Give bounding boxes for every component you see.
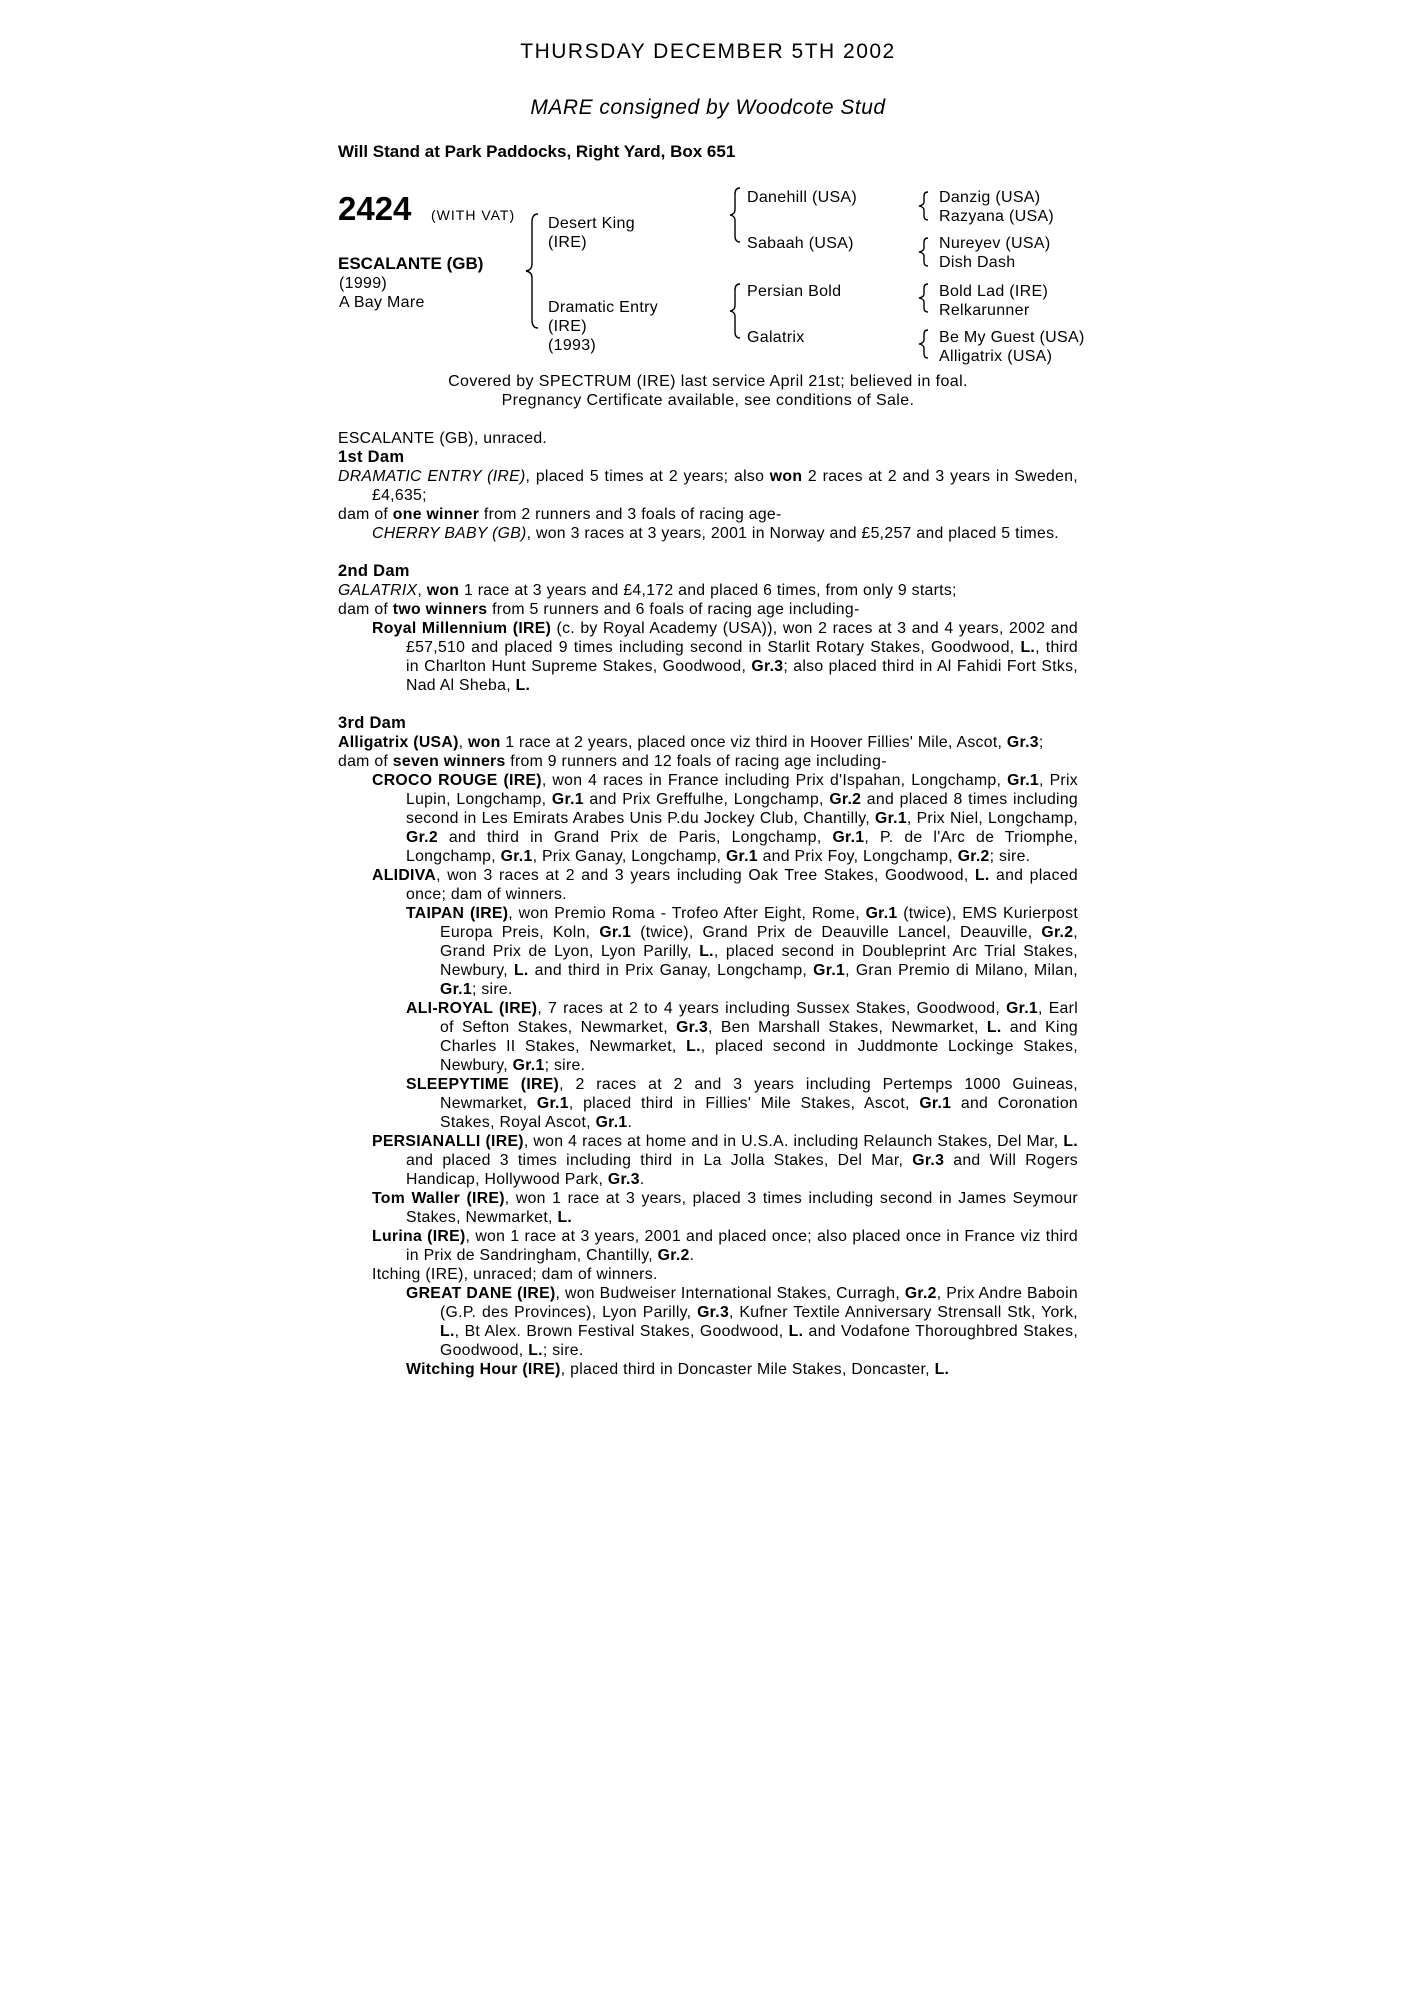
catalogue-paragraph [338,1284,1078,1360]
catalogue-paragraph [338,904,1078,999]
text-run: , won 3 races at 2 and 3 years including Oak Tree Stakes, Goodwood, [436,867,975,884]
catalogue-paragraph [338,866,1078,904]
text-run: and Vodafone Thoroughbred Stakes, Goodwood, [440,1323,1079,1359]
horse-description: A Bay Mare [339,294,425,311]
text-run: , 7 races at 2 to 4 years including Sussex Stakes, Goodwood, [537,1000,1007,1017]
pedigree-great-grandparent: Razyana (USA) [939,208,1055,225]
catalogue-paragraph [338,429,1078,448]
catalogue-paragraph [338,505,1078,524]
text-run: , 2 races at 2 and 3 years including Pertemps 1000 Guineas, Newmarket, [440,1076,1078,1112]
text-run: . [639,1171,645,1188]
text-run: from 9 runners and 12 foals of racing age including- [505,753,887,770]
bold-text: Gr.3 [607,1171,640,1188]
text-run: , [417,582,427,599]
text-run: ; sire. [542,1342,584,1359]
pedigree-brace-gg1 [917,190,931,222]
pedigree-great-grandparent: Relkarunner [939,302,1030,319]
pedigree-brace-dam [728,282,744,340]
catalogue-paragraph [338,1132,1078,1189]
catalogue-paragraph [338,999,1078,1075]
text-run: ; sire. [989,848,1031,865]
pedigree-dam-origin: (IRE) [548,318,587,335]
pedigree-brace-sire [728,186,744,244]
text-run: and Prix Foy, Longchamp, [757,848,958,865]
pedigree-sire [548,214,635,252]
text-run: , won 3 races at 3 years, 2001 in Norway and £5,257 and placed 5 times. [526,525,1059,542]
catalogue-paragraph [338,1189,1078,1227]
text-run: 1 race at 3 years and £4,172 and placed 6 times, from only 9 starts; [459,582,957,599]
text-run: , won Premio Roma - Trofeo After Eight, Rome, [508,905,866,922]
pedigree-sire-origin: (IRE) [548,234,587,251]
text-run: , placed third in Fillies' Mile Stakes, Ascot, [568,1095,920,1112]
pedigree-grandparent: Sabaah (USA) [747,235,854,252]
bold-text: Gr.1 [512,1057,545,1074]
dam-section-heading [338,562,1078,581]
bold-text: CROCO ROUGE (IRE) [372,772,542,789]
text-run: , placed 5 times at 2 years; also [525,468,770,485]
bold-text: L. [699,943,714,960]
catalogue-paragraph [338,581,1078,600]
text-run: from 5 runners and 6 foals of racing age including- [487,601,860,618]
text-run: 3rd Dam [338,714,407,732]
bold-text: Gr.3 [912,1152,945,1169]
bold-text: ALIDIVA [372,867,437,884]
bold-text: Royal Millennium (IRE) [372,620,552,637]
covered-line: Covered by SPECTRUM (IRE) last service April 21st; believed in foal. [448,373,968,390]
bold-text: Gr.3 [697,1304,730,1321]
pedigree-grandparent: Persian Bold [747,283,842,300]
pedigree-great-grandparent: Dish Dash [939,254,1016,271]
text-run: ; sire. [544,1057,586,1074]
catalogue-paragraph [338,752,1078,771]
bold-text: Gr.1 [440,981,472,998]
pedigree-great-grandparent: Bold Lad (IRE) [939,283,1049,300]
bold-text: Gr.1 [919,1095,952,1112]
catalogue-paragraph [338,733,1078,752]
pedigree-brace-gg2 [917,236,931,268]
bold-text: Gr.2 [904,1285,937,1302]
text-run: , P. de l'Arc de Triomphe, Longchamp, [406,829,1079,865]
pedigree-great-grandparent: Alligatrix (USA) [939,348,1053,365]
bold-text: L. [528,1342,543,1359]
bold-text: Gr.1 [1006,1000,1039,1017]
text-run: and placed 8 times including second in Les Emirats Arabes Unis P.du Jockey Club, Chantilly, [406,791,1079,827]
catalogue-paragraph [338,619,1078,695]
text-run: 2 races at 2 and 3 years in Sweden, £4,635; [372,468,1078,504]
bold-text: won [468,734,501,751]
catalogue-paragraph [338,1360,1078,1379]
dam-section-heading [338,448,1078,467]
bold-text: Gr.1 [551,791,584,808]
text-run: , third in Charlton Hunt Supreme Stakes, Goodwood, [406,639,1078,675]
italic-text: GALATRIX [338,582,418,599]
text-run: dam of [338,753,393,770]
bold-text: Lurina (IRE) [372,1228,466,1245]
horse-year: (1999) [339,275,388,292]
pedigree-great-grandparent: Be My Guest (USA) [939,329,1085,346]
bold-text: L. [986,1019,1002,1036]
pedigree-dam-name: Dramatic Entry [548,299,658,316]
text-run: , Prix Niel, Longchamp, [906,810,1078,827]
catalogue-text [338,429,1078,1379]
bold-text: won [769,468,803,485]
pedigree-great-grandparent: Danzig (USA) [939,189,1041,206]
text-run: (c. by Royal Academy (USA)), won 2 races at 3 and 4 years, 2002 and £57,510 and placed 9 times including second in Starlit Rotary Stakes, Goodwood, [406,620,1078,656]
pedigree-brace-gg4 [917,328,931,360]
bold-text: Gr.2 [957,848,990,865]
pregnancy-line: Pregnancy Certificate available, see conditions of Sale. [501,392,915,409]
bold-text: Gr.3 [676,1019,709,1036]
pedigree-grandparent: Galatrix [747,329,805,346]
bold-text: won [426,582,460,599]
pedigree-dam [548,298,658,355]
stand-location: Will Stand at Park Paddocks, Right Yard, Box 651 [338,142,736,161]
text-run: and King Charles II Stakes, Newmarket, [440,1019,1078,1055]
bold-text: Gr.1 [595,1114,628,1131]
pedigree-brace-gg3 [917,282,931,314]
text-run: ; [1038,734,1044,751]
bold-text: two winners [392,601,488,618]
bold-text: Gr.1 [1007,772,1040,789]
text-run: , won 1 race at 3 years, placed 3 times including second in James Seymour Stakes, Newmarket, [406,1190,1078,1226]
text-run: and Coronation Stakes, Royal Ascot, [440,1095,1078,1131]
bold-text: Gr.1 [500,848,533,865]
bold-text: seven winners [392,753,506,770]
catalogue-paragraph [338,524,1078,543]
bold-text: Gr.1 [599,924,632,941]
text-run: . [689,1247,695,1264]
bold-text: L. [513,962,529,979]
text-run: , Prix Andre Baboin (G.P. des Provinces), Lyon Parilly, [440,1285,1078,1321]
dam-section-heading [338,714,1078,733]
text-run: ; sire. [471,981,513,998]
consignment-line: MARE consigned by Woodcote Stud [530,96,886,119]
text-run: (twice), EMS Kurierpost Europa Preis, Koln, [440,905,1079,941]
catalogue-paragraph [338,1227,1078,1265]
bold-text: PERSIANALLI (IRE) [372,1133,524,1150]
text-run: and placed 3 times including third in La Jolla Stakes, Del Mar, [406,1152,913,1169]
text-run: , Bt Alex. Brown Festival Stakes, Goodwood, [454,1323,789,1340]
text-run: . [627,1114,633,1131]
text-run: , Kufner Textile Anniversary Strensall Stk, York, [729,1304,1078,1321]
bold-text: Gr.1 [813,962,846,979]
text-run: and Will Rogers Handicap, Hollywood Park, [406,1152,1078,1188]
lot-number: 2424 [338,190,412,227]
text-run: and third in Prix Ganay, Longchamp, [528,962,814,979]
pedigree-sire-name: Desert King [548,215,635,232]
text-run: , Prix Lupin, Longchamp, [406,772,1078,808]
text-run: and placed once; dam of winners. [406,867,1078,903]
text-run: , won 4 races in France including Prix d'Ispahan, Longchamp, [541,772,1008,789]
catalogue-paragraph [338,1265,1078,1284]
text-run: , Ben Marshall Stakes, Newmarket, [708,1019,987,1036]
bold-text: Gr.1 [865,905,898,922]
bold-text: GREAT DANE (IRE) [406,1285,556,1302]
bold-text: L. [686,1038,701,1055]
pedigree-brace-main [524,212,544,330]
catalogue-paragraph [338,1075,1078,1132]
bold-text: Gr.2 [657,1247,690,1264]
bold-text: L. [440,1323,455,1340]
pedigree-dam-year: (1993) [548,337,597,354]
text-run: dam of [338,601,393,618]
text-run: 1st Dam [338,448,405,466]
sale-date: THURSDAY DECEMBER 5TH 2002 [520,40,896,63]
catalogue-paragraph [338,600,1078,619]
bold-text: L. [557,1209,573,1226]
italic-text: CHERRY BABY (GB) [372,525,527,542]
bold-text: TAIPAN (IRE) [406,905,509,922]
text-run: 1 race at 2 years, placed once viz third in Hoover Fillies' Mile, Ascot, [500,734,1007,751]
text-run: (twice), Grand Prix de Deauville Lancel, Deauville, [631,924,1042,941]
covered-note [338,372,1078,410]
text-run: , won Budweiser International Stakes, Curragh, [555,1285,905,1302]
bold-text: SLEEPYTIME (IRE) [406,1076,560,1093]
bold-text: Gr.1 [832,829,865,846]
text-run: 2nd Dam [338,562,410,580]
bold-text: ALI-ROYAL (IRE) [406,1000,538,1017]
text-run: , [458,734,469,751]
text-run: , won 1 race at 3 years, 2001 and placed once; also placed once in France viz third in Prix de Sandringham, Chantilly, [406,1228,1079,1264]
catalogue-paragraph [338,467,1078,505]
bold-text: Gr.1 [725,848,758,865]
text-run: , Prix Ganay, Longchamp, [532,848,726,865]
text-run: ESCALANTE (GB), unraced. [338,430,548,447]
bold-text: Gr.3 [751,658,784,675]
text-run: , won 4 races at home and in U.S.A. including Relaunch Stakes, Del Mar, [523,1133,1064,1150]
text-run: , placed second in Juddmonte Lockinge Stakes, Newbury, [440,1038,1078,1074]
text-run: , Gran Premio di Milano, Milan, [845,962,1078,979]
catalogue-paragraph [338,771,1078,866]
text-run: ; also placed third in Al Fahidi Fort Stks, Nad Al Sheba, [406,658,1078,694]
pedigree-great-grandparent: Nureyev (USA) [939,235,1051,252]
bold-text: Gr.2 [829,791,862,808]
vat-note: (WITH VAT) [431,207,516,223]
pedigree-grandparent: Danehill (USA) [747,189,858,206]
bold-text: L. [1063,1133,1078,1150]
bold-text: L. [788,1323,804,1340]
text-run: , placed third in Doncaster Mile Stakes, Doncaster, [560,1361,935,1378]
bold-text: Gr.3 [1006,734,1039,751]
bold-text: Gr.2 [1041,924,1074,941]
bold-text: Witching Hour (IRE) [406,1361,561,1378]
bold-text: L. [974,867,990,884]
bold-text: Gr.1 [874,810,907,827]
text-run: and third in Grand Prix de Paris, Longchamp, [437,829,833,846]
bold-text: L. [515,677,531,694]
text-run: dam of [338,506,393,523]
bold-text: L. [1020,639,1036,656]
bold-text: one winner [392,506,480,523]
bold-text: Gr.1 [536,1095,569,1112]
text-run: , Earl of Sefton Stakes, Newmarket, [440,1000,1079,1036]
text-run: from 2 runners and 3 foals of racing age- [479,506,782,523]
text-run: Itching (IRE), unraced; dam of winners. [372,1266,658,1283]
bold-text: Tom Waller (IRE) [372,1190,505,1207]
horse-name: ESCALANTE (GB) [338,254,484,273]
bold-text: L. [934,1361,950,1378]
bold-text: Alligatrix (USA) [338,734,459,751]
text-run: and Prix Greffulhe, Longchamp, [583,791,830,808]
text-run: , Grand Prix de Lyon, Lyon Parilly, [440,924,1078,960]
text-run: , placed second in Doubleprint Arc Trial Stakes, Newbury, [440,943,1078,979]
bold-text: Gr.2 [406,829,438,846]
italic-text: DRAMATIC ENTRY (IRE) [338,468,526,485]
